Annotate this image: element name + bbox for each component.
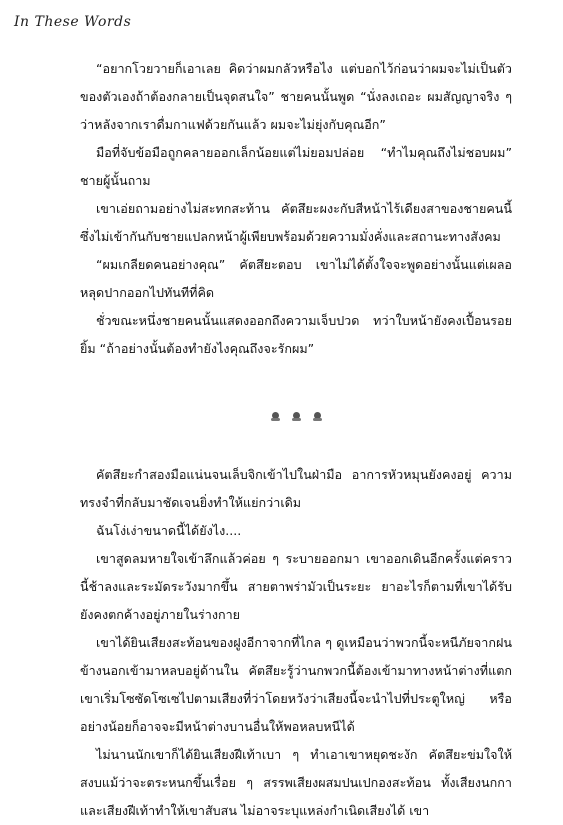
paragraph: ไม่นานนักเขาก็ได้ยินเสียงฝีเท้าเบา ๆ ทำเอาเขาหยุดชะงัก คัตสึยะข่มใจให้สงบแม้ว่าจะตระหนกขึ้นเรื่อย ๆ สรรพเสียงผสมปนเปกองสะท้อน ทั้งเสียงนกกาและเสียงฝีเท้าทำให้เขาสับสน ไม่อาจระบุแหล่งกำเนิดเสียงได้ เขา bbox=[80, 747, 512, 818]
paragraph: มือที่จับข้อมือถูกคลายออกเล็กน้อยแต่ไม่ยอมปล่อย “ทำไมคุณถึงไม่ชอบผม” ชายผู้นั้นถาม bbox=[80, 145, 512, 188]
scene-separator bbox=[80, 401, 512, 431]
paragraph: เขาสูดลมหายใจเข้าลึกแล้วค่อย ๆ ระบายออกมา เขาออกเดินอีกครั้งแต่คราวนี้ช้าลงและระมัดระวังมากขึ้น สายตาพร่ามัวเป็นระยะ ยาอะไรก็ตามที่เขาได้รับยังคงตกค้างอยู่ภายในร่างกาย bbox=[80, 551, 512, 622]
separator-ornament-icon bbox=[313, 412, 322, 421]
section-2 bbox=[80, 461, 512, 825]
paragraph: “ผมเกลียดคนอย่างคุณ” คัตสึยะตอบ เขาไม่ได้ตั้งใจจะพูดอย่างนั้นแต่เผลอหลุดปากออกไปทันทีที่คิด bbox=[80, 257, 512, 300]
paragraph: ชั่วขณะหนึ่งชายคนนั้นแสดงออกถึงความเจ็บปวด ทว่าใบหน้ายังคงเปื้อนรอยยิ้ม “ถ้าอย่างนั้นต้องทำยังไงคุณถึงจะรักผม” bbox=[80, 313, 512, 356]
page-body bbox=[80, 55, 512, 825]
section-1 bbox=[80, 55, 512, 363]
paragraph: “อยากโวยวายก็เอาเลย คิดว่าผมกลัวหรือไง แต่บอกไว้ก่อนว่าผมจะไม่เป็นตัวของตัวเองถ้าต้องกลายเป็นจุดสนใจ” ชายคนนั้นพูด “นั่งลงเถอะ ผมสัญญาจริง ๆ ว่าหลังจากเราดื่มกาแฟด้วยกันแล้ว ผมจะไม่ยุ่งกับคุณอีก” bbox=[80, 61, 512, 132]
paragraph: คัตสึยะกำสองมือแน่นจนเล็บจิกเข้าไปในฝ่ามือ อาการหัวหมุนยังคงอยู่ ความทรงจำที่กลับมาชัดเจนยิ่งทำให้แย่กว่าเดิม bbox=[80, 467, 512, 510]
separator-ornament-icon bbox=[271, 412, 280, 421]
separator-ornament-icon bbox=[292, 412, 301, 421]
paragraph: เขาเอ่ยถามอย่างไม่สะทกสะท้าน คัตสึยะผงะกับสีหน้าไร้เดียงสาของชายคนนี้ ซึ่งไม่เข้ากันกับชายแปลกหน้าผู้เพียบพร้อมด้วยความมั่งคั่งและสถานะทางสังคม bbox=[80, 201, 512, 244]
running-header: In These Words bbox=[14, 14, 132, 30]
paragraph: ฉันโง่เง่าขนาดนี้ได้ยังไง.... bbox=[96, 523, 242, 538]
paragraph: เขาได้ยินเสียงสะท้อนของฝูงอีกาจากที่ไกล ๆ ดูเหมือนว่าพวกนี้จะหนีภัยจากฝนข้างนอกเข้ามาหลบอยู่ด้านใน คัตสึยะรู้ว่านกพวกนี้ต้องเข้ามาทางหน้าต่างที่แตก เขาเริ่มโซซัดโซเซไปตามเสียงที่ว่าโดยหวังว่าเสียงนี้จะนำไปที่ประตูใหญ่ หรืออย่างน้อยก็อาจจะมีหน้าต่างบานอื่นให้พอหลบหนีได้ bbox=[80, 635, 512, 734]
